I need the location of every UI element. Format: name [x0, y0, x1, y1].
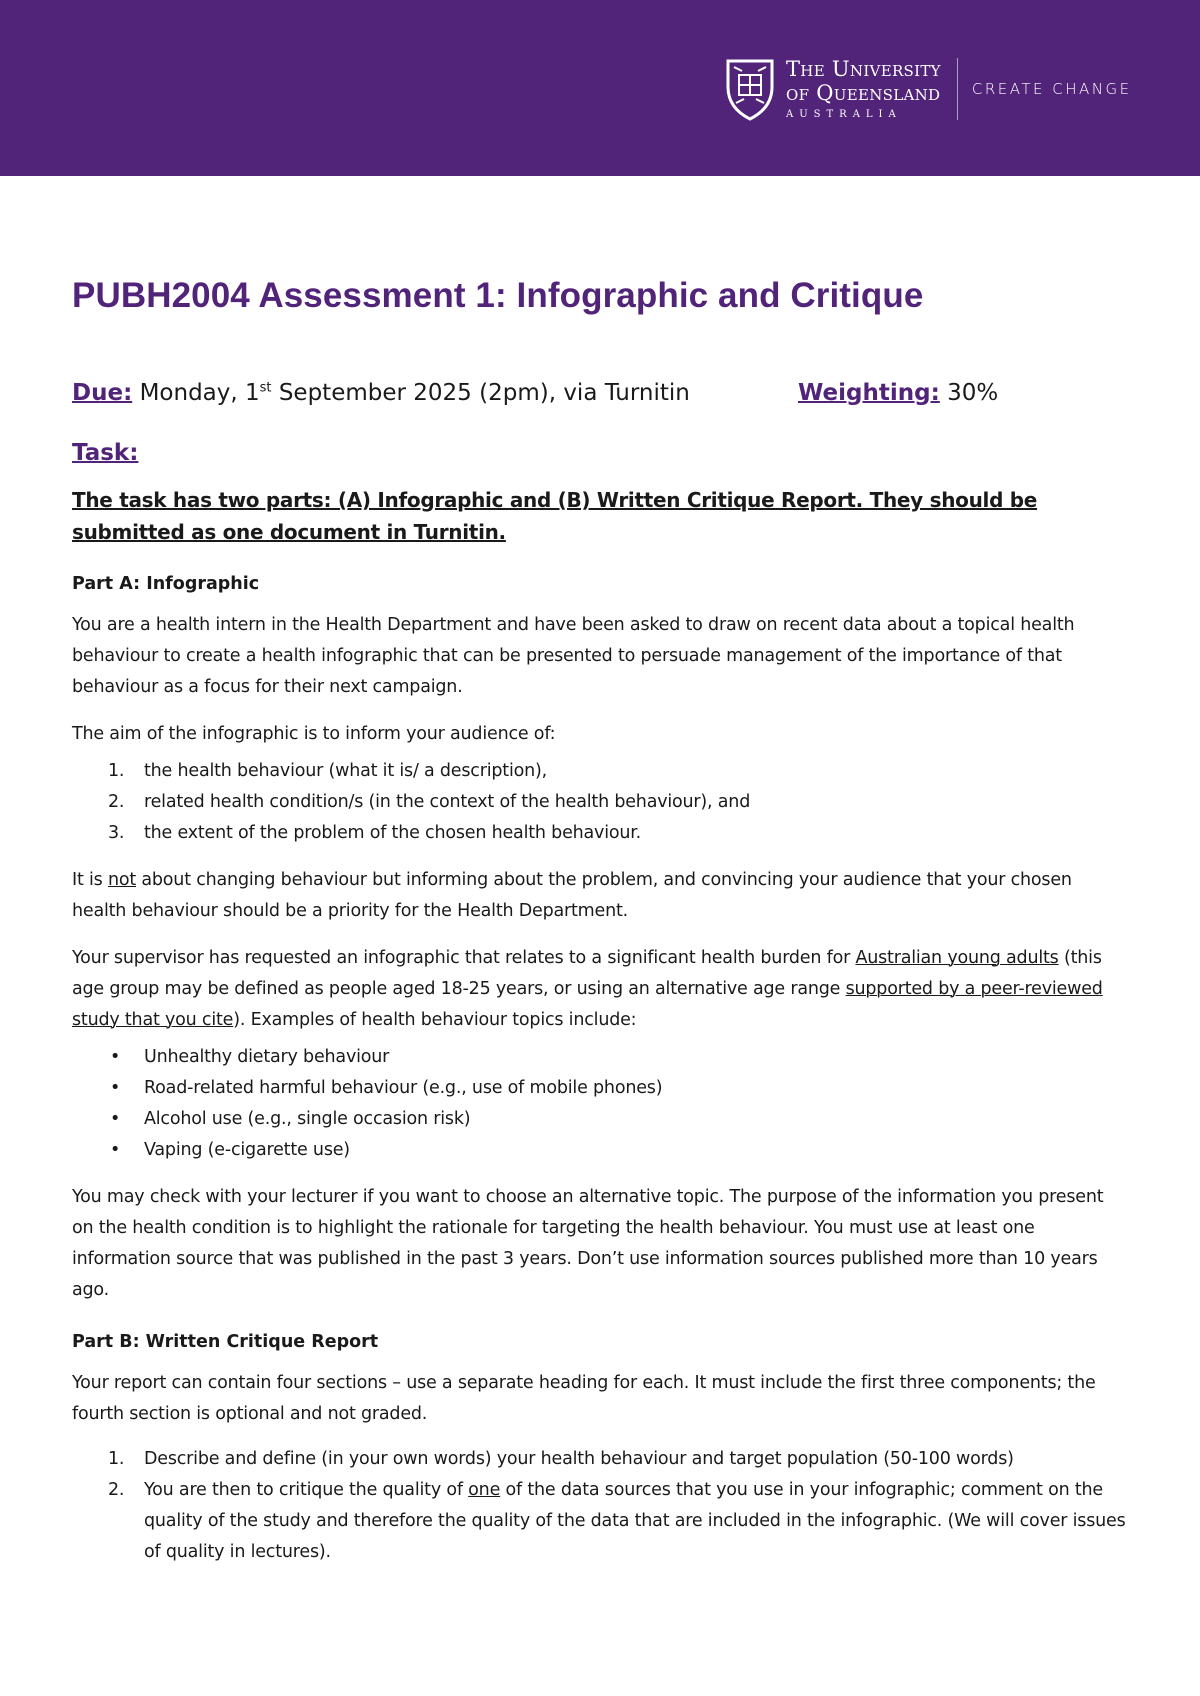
part-b-para1: Your report can contain four sections – use a separate heading for each. It must include the first three components; the fourth section is optional and not graded.: [72, 1373, 1096, 1424]
university-name-line2: of Queensland: [786, 80, 941, 105]
document-body: [72, 276, 1128, 1568]
part-a-para4: Your supervisor has requested an infographic that relates to a significant health burden for Australian young adults (this age group may be defined as people aged 18-25 years, or using an alternative age range supported by a peer-reviewed study that you cite). Examples of health behaviour topics include:: [72, 948, 1103, 1030]
university-logo[interactable]: [724, 56, 1132, 122]
weighting-value: 30%: [947, 380, 999, 406]
aims-list: [72, 756, 1128, 849]
report-sections-list: [72, 1444, 1128, 1568]
list-item: • Road-related harmful behaviour (e.g., use of mobile phones): [110, 1078, 663, 1098]
page-title: PUBH2004 Assessment 1: Infographic and Critique: [72, 276, 924, 315]
university-name-line1: The University: [786, 56, 941, 81]
part-a-para3: It is not about changing behaviour but informing about the problem, and convincing your audience that your chosen health behaviour should be a priority for the Health Department.: [72, 870, 1072, 921]
list-item: 1. Describe and define (in your own words) your health behaviour and target population (50-100 words): [108, 1449, 1014, 1469]
task-label: Task:: [72, 440, 139, 466]
part-a-heading: Part A: Infographic: [72, 574, 260, 594]
topics-list: [72, 1042, 1128, 1166]
due-label: Due:: [72, 380, 133, 406]
part-a-para5: You may check with your lecturer if you want to choose an alternative topic. The purpose of the information you present on the health condition is to highlight the rationale for targeting the health behaviour. You must use at least one information source that was published in the past 3 years. Don’t use information sources published more than 10 years ago.: [72, 1187, 1104, 1300]
weighting-label: Weighting:: [798, 380, 940, 406]
due-date: Monday, 1st September 2025 (2pm), via Turnitin: [139, 380, 690, 406]
header-banner: [0, 0, 1200, 176]
tagline: CREATE CHANGE: [971, 80, 1132, 98]
list-item: 2. related health condition/s (in the context of the health behaviour), and: [108, 792, 751, 812]
list-item: 1. the health behaviour (what it is/ a description),: [108, 761, 547, 781]
weighting: [798, 380, 998, 406]
list-item: • Alcohol use (e.g., single occasion risk): [110, 1109, 471, 1129]
part-a-para1: You are a health intern in the Health Department and have been asked to draw on recent data about a topical health behaviour to create a health infographic that can be presented to persuade management of the importance of that behaviour as a focus for their next campaign.: [72, 615, 1075, 697]
due-row: [72, 380, 1128, 406]
part-b-heading: Part B: Written Critique Report: [72, 1332, 379, 1352]
crest-icon: [724, 57, 776, 121]
part-a-para2: The aim of the infographic is to inform your audience of:: [72, 724, 556, 744]
logo-divider: [957, 58, 958, 120]
list-item: • Vaping (e-cigarette use): [110, 1140, 350, 1160]
list-item: • Unhealthy dietary behaviour: [110, 1047, 390, 1067]
task-intro: The task has two parts: (A) Infographic and (B) Written Critique Report. They should be submitted as one document in Turnitin.: [72, 488, 1038, 544]
list-item: 3. the extent of the problem of the chosen health behaviour.: [108, 823, 642, 843]
list-item: 2. You are then to critique the quality of one of the data sources that you use in your infographic; comment on the quality of the study and therefore the quality of the data that are included in the infographic. (We will cover issues of quality in lectures).: [108, 1480, 1126, 1562]
university-country: AUSTRALIA: [786, 108, 902, 120]
